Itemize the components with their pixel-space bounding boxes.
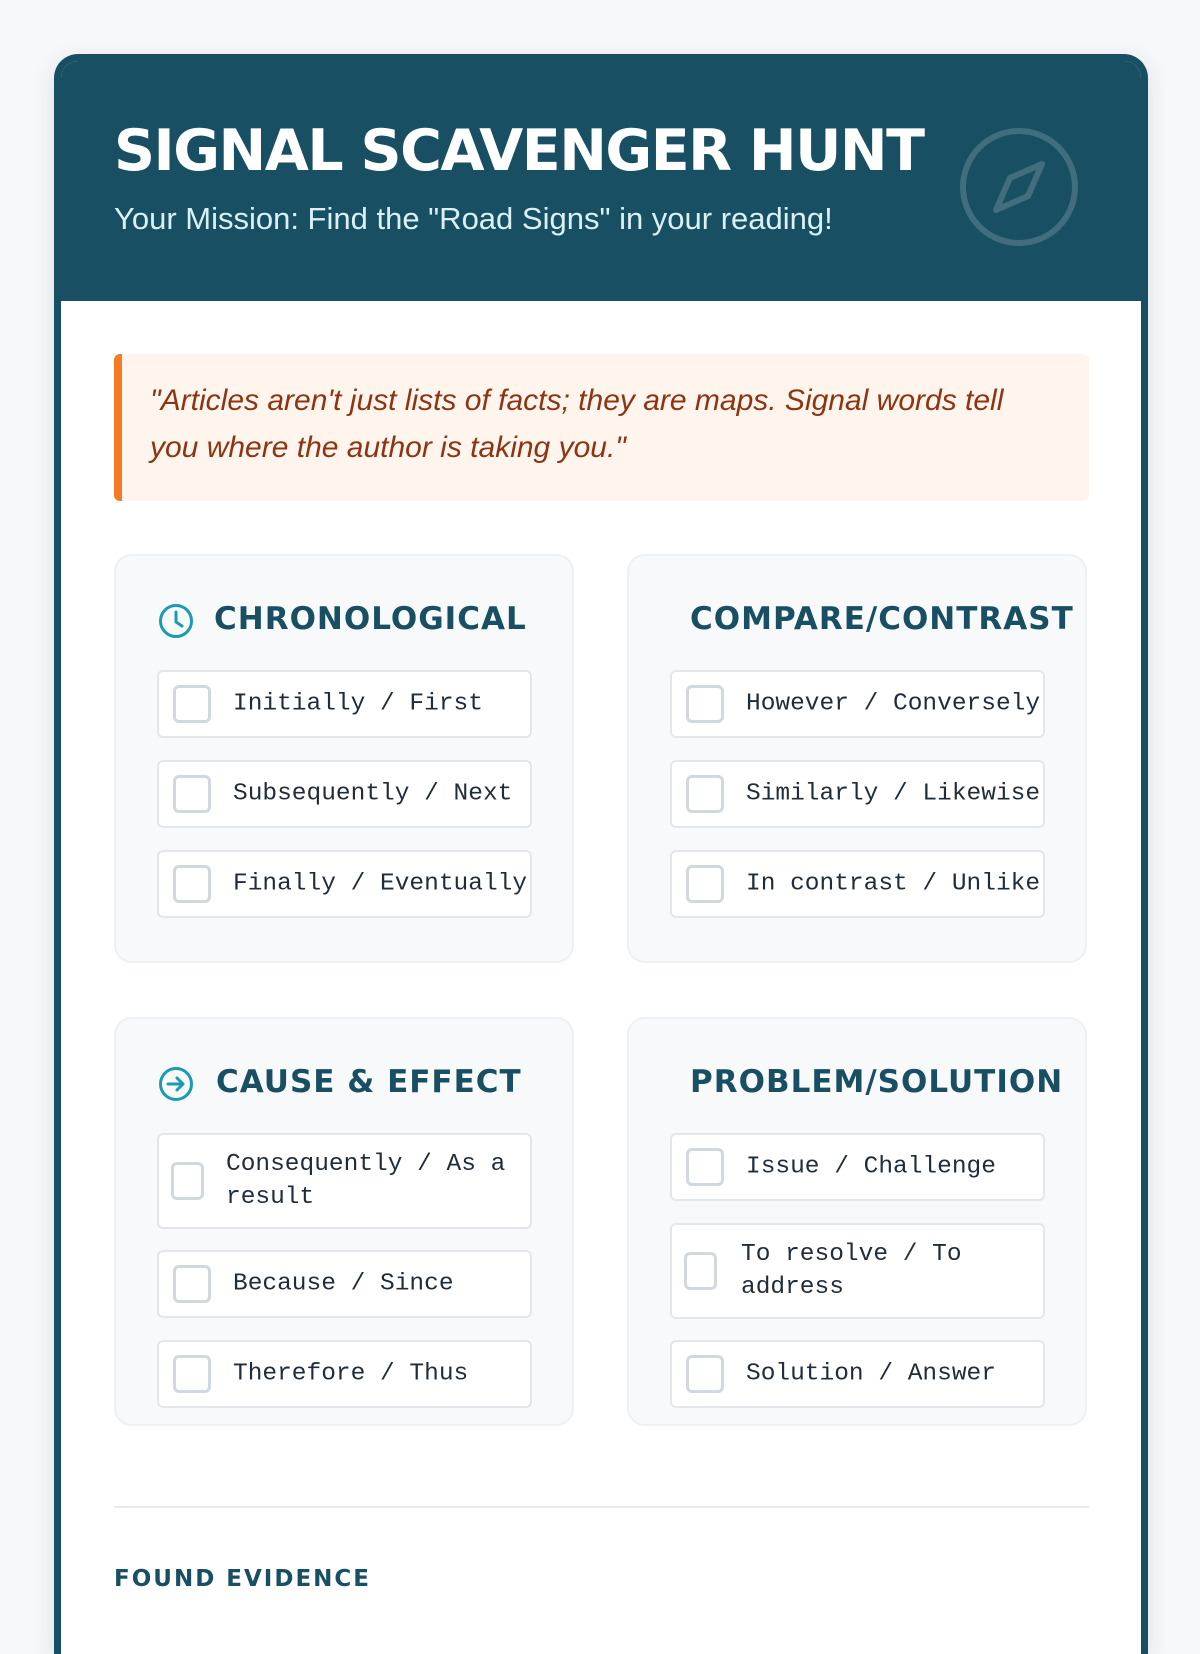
category-problem-solution: [627, 1017, 1087, 1426]
category-title: PROBLEM/SOLUTION: [690, 1064, 1064, 1100]
checkbox[interactable]: [171, 1162, 204, 1200]
signal-word-label: Issue / Challenge: [746, 1153, 996, 1181]
signal-word-item[interactable]: [157, 1250, 532, 1318]
signal-word-item[interactable]: [670, 1133, 1045, 1201]
category-title: CHRONOLOGICAL: [214, 601, 527, 637]
checkbox[interactable]: [686, 1148, 724, 1186]
quote-text: "Articles aren't just lists of facts; they are maps. Signal words tell you where the author is taking you.": [150, 384, 1004, 464]
signal-word-label: To resolve / To address: [741, 1241, 962, 1301]
checkbox[interactable]: [173, 1265, 211, 1303]
signal-word-item[interactable]: [670, 850, 1045, 918]
signal-word-item[interactable]: [157, 1133, 532, 1229]
signal-word-item[interactable]: [670, 670, 1045, 738]
section-divider: [114, 1506, 1089, 1508]
checkbox[interactable]: [686, 685, 724, 723]
found-evidence-label: FOUND EVIDENCE: [114, 1566, 372, 1592]
category-compare-contrast: [627, 554, 1087, 963]
header-banner: [61, 61, 1141, 301]
signal-word-item[interactable]: [157, 760, 532, 828]
signal-word-label: Initially / First: [233, 690, 483, 718]
quote-callout: [114, 354, 1089, 501]
category-title: CAUSE & EFFECT: [216, 1064, 522, 1100]
signal-word-label: Consequently / As a result: [226, 1151, 506, 1211]
arrow-right-circle-icon: [157, 1065, 195, 1103]
clock-icon: [157, 602, 195, 640]
checkbox[interactable]: [173, 865, 211, 903]
page-subtitle: Your Mission: Find the "Road Signs" in your reading!: [114, 201, 833, 236]
signal-word-item[interactable]: [670, 760, 1045, 828]
signal-word-label: Solution / Answer: [746, 1360, 996, 1388]
category-cause-effect: [114, 1017, 574, 1426]
category-chronological: [114, 554, 574, 963]
signal-word-label: However / Conversely: [746, 690, 1041, 718]
checkbox[interactable]: [173, 775, 211, 813]
checkbox[interactable]: [173, 1355, 211, 1393]
signal-word-item[interactable]: [157, 850, 532, 918]
signal-word-label: Finally / Eventually: [233, 870, 528, 898]
signal-word-label: Similarly / Likewise: [746, 780, 1041, 808]
compass-icon: [958, 126, 1080, 248]
signal-word-item[interactable]: [157, 670, 532, 738]
signal-word-item[interactable]: [670, 1340, 1045, 1408]
worksheet-card: [54, 54, 1148, 1654]
checkbox[interactable]: [684, 1252, 717, 1290]
signal-word-label: Subsequently / Next: [233, 780, 513, 808]
checkbox[interactable]: [686, 1355, 724, 1393]
signal-word-item[interactable]: [157, 1340, 532, 1408]
signal-word-label: In contrast / Unlike: [746, 870, 1041, 898]
category-title: COMPARE/CONTRAST: [690, 601, 1074, 637]
signal-word-label: Because / Since: [233, 1270, 454, 1298]
checkbox[interactable]: [686, 865, 724, 903]
signal-word-label: Therefore / Thus: [233, 1360, 469, 1388]
checkbox[interactable]: [686, 775, 724, 813]
signal-word-item[interactable]: [670, 1223, 1045, 1319]
page-title: SIGNAL SCAVENGER HUNT: [114, 118, 924, 184]
checkbox[interactable]: [173, 685, 211, 723]
